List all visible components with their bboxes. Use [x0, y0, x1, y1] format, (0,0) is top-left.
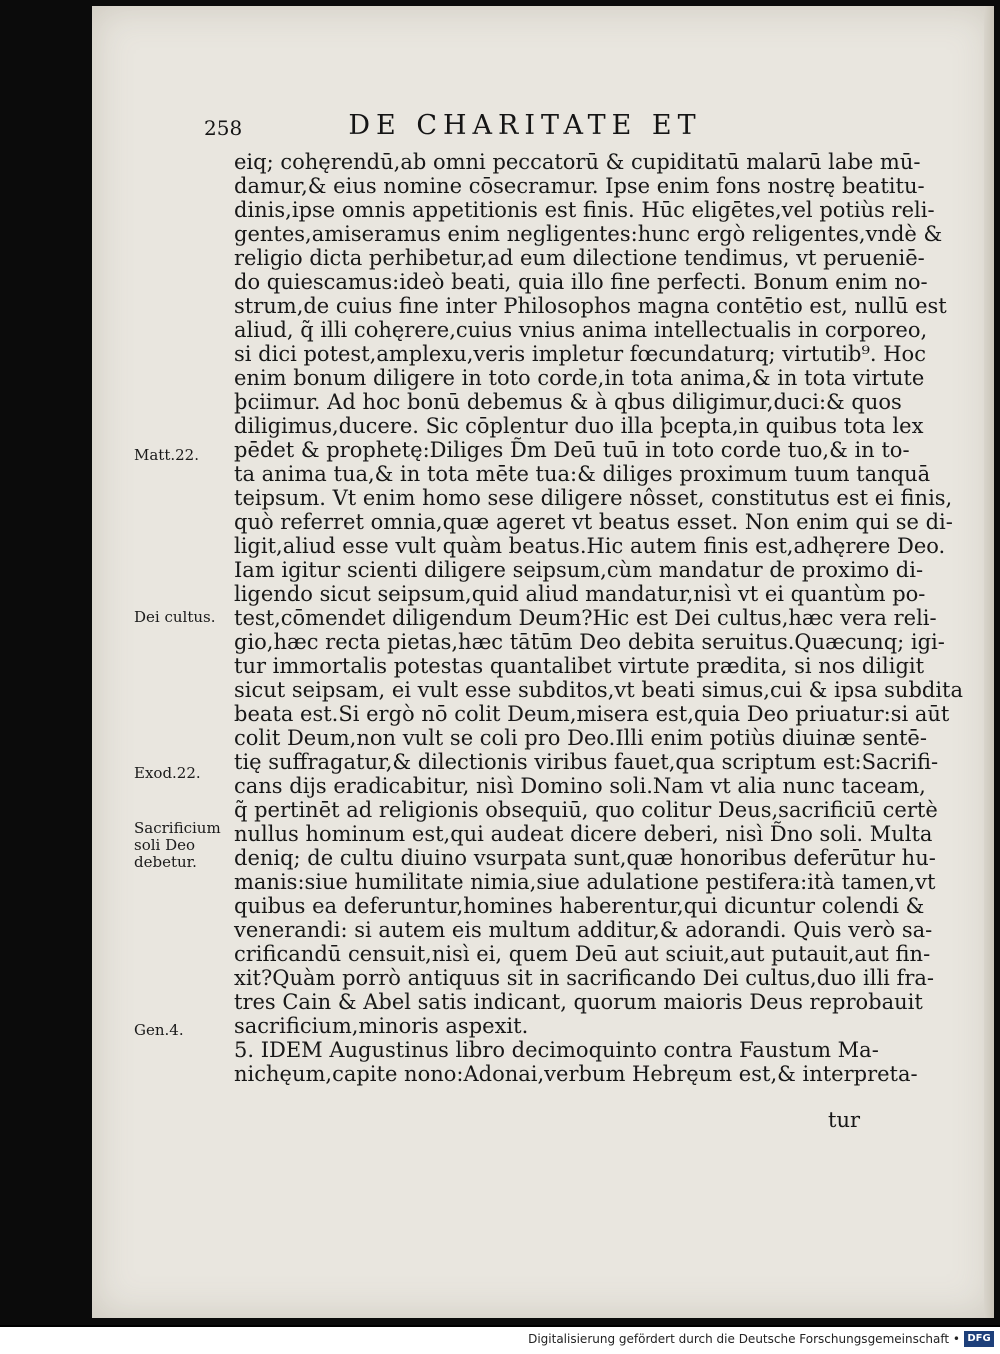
dfg-logo-icon: DFG — [964, 1331, 994, 1347]
text-line: gio,hæc recta pietas,hæc tātūm Deo debita seruitus.Quæcunq; igi- — [234, 630, 945, 654]
text-line: sacrificium,minoris aspexit. — [234, 1014, 529, 1038]
text-line: aliud, q̃ illi cohęrere,cuius vnius anima intellectualis in corporeo, — [234, 318, 928, 342]
text-line: diligimus,ducere. Sic cōplentur duo illa þcepta,in quibus tota lex — [234, 414, 924, 438]
text-line: tres Cain & Abel satis indicant, quorum maioris Deus reprobauit — [234, 990, 923, 1014]
text-line: enim bonum diligere in toto corde,in tota anima,& in tota virtute — [234, 366, 925, 390]
text-line: xit?Quàm porrò antiquus sit in sacrificando Dei cultus,duo illi fra- — [234, 966, 934, 990]
text-line: strum,de cuius fine inter Philosophos magna contētio est, nullū est — [234, 294, 947, 318]
text-line: do quiescamus:ideò beati, quia illo fine perfecti. Bonum enim no- — [234, 270, 928, 294]
footer-bar — [0, 1325, 1000, 1354]
text-line: dinis,ipse omnis appetitionis est finis. Hūc eligētes,vel potiùs reli- — [234, 198, 935, 222]
text-line: beata est.Si ergò nō colit Deum,misera est,quia Deo priuatur:si aūt — [234, 702, 950, 726]
text-line: gentes,amiseramus enim negligentes:hunc ergò religentes,vndè & — [234, 222, 943, 246]
text-line: si dici potest,amplexu,veris impletur fœcundaturq; virtutib⁹. Hoc — [234, 342, 926, 366]
text-line: tur immortalis potestas quantalibet virtute prædita, si nos diligit — [234, 654, 925, 678]
text-line: Iam igitur scienti diligere seipsum,cùm mandatur de proximo di- — [234, 558, 924, 582]
text-line: test,cōmendet diligendum Deum?Hic est Dei cultus,hæc vera reli- — [234, 606, 937, 630]
catchword: tur — [828, 1108, 861, 1132]
page-edge — [984, 6, 994, 1318]
text-line: pēdet & prophetę:Diliges D̃m Deū tuū in toto corde tuo,& in to- — [234, 438, 910, 462]
text-line: þciimur. Ad hoc bonū debemus & à qbus diligimur,duci:& quos — [234, 390, 902, 414]
margin-note-exod: Exod.22. — [134, 764, 201, 782]
text-line: ta anima tua,& in tota mēte tua:& diliges proximum tuum tanquā — [234, 462, 931, 486]
text-line: cans dijs eradicabitur, nisì Domino soli.Nam vt alia nunc taceam, — [234, 774, 926, 798]
text-line: colit Deum,non vult se coli pro Deo.Illi enim potiùs diuinæ sentē- — [234, 726, 927, 750]
margin-note-dei-cultus: Dei cultus. — [134, 608, 216, 626]
text-line: damur,& eius nomine cōsecramur. Ipse enim fons nostrę beatitu- — [234, 174, 925, 198]
text-line: quibus ea deferuntur,homines haberentur,qui dicuntur colendi & — [234, 894, 925, 918]
page-number: 258 — [204, 116, 243, 140]
text-line: religio dicta perhibetur,ad eum dilectione tendimus, vt perueniē- — [234, 246, 925, 270]
text-line: eiq; cohęrendū,ab omni peccatorū & cupiditatū malarū labe mū- — [234, 150, 921, 174]
text-line: crificandū censuit,nisì ei, quem Deū aut sciuit,aut putauit,aut fin- — [234, 942, 931, 966]
margin-note-gen: Gen.4. — [134, 1021, 184, 1039]
body-text — [234, 150, 964, 1086]
text-line: 5. IDEM Augustinus libro decimoquinto contra Faustum Ma- — [234, 1038, 879, 1062]
text-line: nullus hominum est,qui audeat dicere deberi, nisì D̃no soli. Multa — [234, 822, 933, 846]
text-line: q̃ pertinēt ad religionis obsequiū, quo colitur Deus,sacrificiū certè — [234, 798, 938, 822]
margin-note-sacrificium: Sacrificium soli Deo debetur. — [134, 819, 221, 871]
text-line: sicut seipsam, ei vult esse subditos,vt beati simus,cui & ipsa subdita — [234, 678, 964, 702]
text-line: quò referret omnia,quæ ageret vt beatus esset. Non enim qui se di- — [234, 510, 953, 534]
text-line: tię suffragatur,& dilectionis viribus fauet,qua scriptum est:Sacrifi- — [234, 750, 939, 774]
text-line: deniq; de cultu diuino vsurpata sunt,quæ honoribus deferūtur hu- — [234, 846, 936, 870]
margin-note-matt: Matt.22. — [134, 446, 199, 464]
text-line: manis:siue humilitate nimia,siue adulatione pestifera:ità tamen,vt — [234, 870, 936, 894]
running-head: DE CHARITATE ET — [348, 110, 702, 141]
text-line: nichęum,capite nono:Adonai,verbum Hebręum est,& interpreta- — [234, 1062, 918, 1086]
text-line: teipsum. Vt enim homo sese diligere nôsset, constitutus est ei finis, — [234, 486, 953, 510]
text-line: ligendo sicut seipsum,quid aliud mandatur,nisì vt ei quantùm po- — [234, 582, 926, 606]
footer-credit: Digitalisierung gefördert durch die Deutsche Forschungsgemeinschaft • — [528, 1332, 960, 1346]
text-line: venerandi: si autem eis multum additur,& adorandi. Quis verò sa- — [234, 918, 933, 942]
text-line: ligit,aliud esse vult quàm beatus.Hic autem finis est,adhęrere Deo. — [234, 534, 946, 558]
